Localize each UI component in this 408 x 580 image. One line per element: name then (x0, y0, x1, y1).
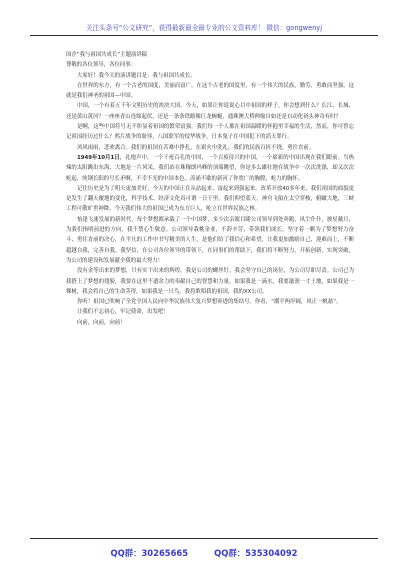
paragraph: 没有金等出来的梦想，只有实干出来的辉煌。我是公司的螺丝钉，我会坚守自己的岗位，为公司尽职尽责。公司已为我搭上了梦想的翅膀，我要在这里不遗余力的奉献自己的智慧和力量。如果我是一滴水，我要滋润一寸土地，如果我是一棵树，我会将自己的生命茎得，如果我是一只鸟，我将歌唱我的祖国，我的XX公司。 (66, 268, 354, 295)
paragraph: 记住历史是为了明天更加美好，今天的中国正在从站起来、富起来到强起来。改革开放40多年来，我们祖国的面貌更是发生了翻天覆地的变化，科学技术、经济文化真可谓一日千里。我们仰望蓝天，神舟飞船在太空穿梭，俯瞰大地，三峡工程可敬旷世神降。今天我们伟大的祖国已成为东方巨人，屹立在世界民族之林。 (66, 185, 354, 213)
paragraph: 让我们不忘初心，牢记使命，出发吧！ (77, 309, 169, 316)
paragraph: 在世界的东方，有一个古老的国度，美丽而富广，在这个古老的国度里，有一个伟大的民族，勤劳、勇敢而坚强，这就是我们神圣的祖国—中国。 (66, 82, 354, 100)
founding-date: 1949年10月1日 (77, 154, 120, 161)
document-header (24, 22, 384, 32)
document-footer (0, 547, 408, 559)
paragraph: 向前，向前，向前！ (77, 319, 126, 326)
paragraph: 怡逢飞速发展的新时代，每个梦想都承载了一个中国梦，多少次亲眼目睹公司领导到处奔跑，风尘仆仆，披星戴月，为我们指明前进的方向，我不禁心生敬意。公司领导栽桃金业，不辞辛劳，带领我们成长，坚守着一颗为了梦想努力奋斗，勇往直前的决心，在平凡的工作中书写精美的人生，是他们给了我信心和希望，让我更加激励自己，迎难而上，不断超越自我，完善自我。我坚信，在公司各位领导的带领下，在同事们的帮助下，我们将不断努力，开拓创新，实现突破，为公司的建设和发展献全我的最大努力！ (66, 216, 354, 264)
paragraph: 1949年10月1日，礼炮声中，一个千疮百孔的中国，一个百废待兴的中国，一个崭新的中国出现在我们眼前。当热辣的太阳跳出东海，大地是一片风采，我们站在珠穆朗玛峰的顶端眺望，你是多么雄壮地在战争中一次次洗涤，却又次次屹起，纯钢长阳的号长矛啊，不幸不光的中国本色。涛涌不歇的新河了你宽广的胸膛，屹力的胸怀。 (66, 154, 354, 182)
paragraph: 大家好！我今天的演讲题目是：我与祖国共成长。 (77, 72, 196, 79)
footer-divider (30, 538, 378, 539)
document-body (66, 50, 354, 328)
paragraph: 中国，一个有着五千年文明历史的泱泱大国。今天，如果让你说说心目中祖国的样子，你会想到什么？长江、长城、还是黄山黄河？一座座青山连绵起伏，还是一条条铁路像巨龙蜿蜒，通珠澳大桥伸缩自如还是自动化码头神奇有时？ (66, 103, 354, 120)
paragraph: 你听！祖国已吹响了全党全国人民向中华民族伟大复兴梦想奔进的集结号。你看，“潮平两岸阔，风正一帆悬”。 (77, 299, 342, 306)
header-promo-text: 关注头条号“公文研究”，获得最新最全最专业的公文资料库！ 微信：gongwenyj (85, 24, 323, 32)
paragraph: 风风雨雨，悲欢离合。我们的祖国在苦难中挣扎，在艰火中洗礼，我们的民族百折不挠，勇往直前。 (77, 144, 315, 151)
document-title: 国企“我与祖国共成长”主题演讲稿 (66, 52, 148, 58)
header-divider (30, 35, 378, 36)
qq-group-2: QQ群：535304092 (214, 548, 298, 558)
salutation: 尊敬的各位领导，各位同事： (66, 62, 137, 69)
qq-group-1: QQ群：30265665 (110, 548, 189, 558)
paragraph: 是啊，这些中国符号无不彰显着祖国的繁荣富强。我们每一个人都在祖国温暖的怀抱里幸福的生活，然而，你可曾忘记祖国经历过什么？鸦片战争的耻辱，八国联军的侵华战争，日本鬼子在中国犯下的滔天罪行。 (66, 124, 354, 141)
